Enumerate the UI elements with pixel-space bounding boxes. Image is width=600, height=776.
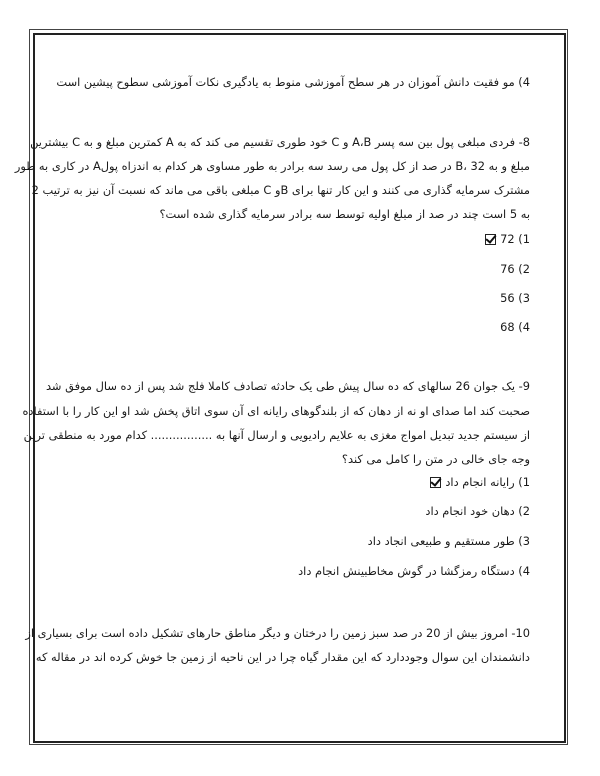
question-10-line-1: 10- امروز بیش از 20 در صد سبز زمین را درختان و دیگر مناطق حارهای تشکیل داده است برای بسیاری از	[25, 626, 530, 640]
question-8-line-3: مشترک سرمایه گذاری می کنند و این کار تنها برای Bو C مبلغی باقی می ماند که نسبت آن نیز به ترتیب 2	[31, 183, 530, 197]
item-4-text: 4) مو فقیت دانش آموزان در هر سطح آموزشی منوط به یادگیری نکات آموزشی سطوح پیشین است	[56, 75, 530, 89]
question-9-line-3: از سیستم جدید تبدیل امواج مغزی به علایم رادیویی و ارسال آنها به ................. کدام مورد به منطقی ترین	[23, 428, 530, 442]
question-9-option-2[interactable]	[425, 503, 530, 519]
option-label: 4) 68	[500, 320, 530, 334]
option-label: 4) دستگاه رمزگشا در گوش مخاطبینش انجام داد	[298, 564, 530, 578]
checked-checkbox-icon	[485, 234, 496, 245]
question-8-line-4: به 5 است چند در صد از مبلغ اولیه توسط سه برادر سرمایه گذاری شده است؟	[159, 207, 530, 221]
question-8-option-3[interactable]	[500, 290, 530, 306]
option-label: 2) دهان خود انجام داد	[425, 504, 530, 518]
question-8-option-1[interactable]	[481, 231, 530, 247]
question-9-option-1[interactable]	[426, 474, 530, 490]
option-label: 1) رایانه انجام داد	[445, 475, 530, 489]
option-label: 3) 56	[500, 291, 530, 305]
question-9-option-4[interactable]	[298, 563, 530, 579]
document-body	[14, 0, 530, 776]
question-9-option-3[interactable]	[368, 533, 530, 549]
option-label: 3) طور مستقیم و طبیعی انجاد داد	[367, 534, 530, 548]
question-9-line-4: وجه جای خالی در متن را کامل می کند؟	[341, 452, 530, 466]
question-8-line-1: 8- فردی مبلغی پول بین سه پسر A،B و C خود طوری تقسیم می کند که به A کمترین مبلغ و به C بیشترین	[30, 135, 530, 149]
question-8-line-2: مبلغ و به B، 32 در صد از کل پول می رسد سه برادر به طور مساوی هر کدام به اندزاه پولA در کاری به طور	[14, 159, 530, 173]
option-label: 2) 76	[500, 262, 530, 276]
question-10-line-2: دانشمندان این سوال وجوددارد که این مقدار گیاه چرا در این ناحیه از زمین جا خوش کرده اند در مقاله که	[35, 650, 530, 664]
question-8-option-4[interactable]	[500, 319, 530, 335]
checked-checkbox-icon	[430, 477, 441, 488]
option-label: 1) 72	[500, 232, 530, 246]
question-9-line-1: 9- یک جوان 26 سالهای که ده سال پیش طی یک حادثه تصادف کاملا فلج شد پس از ده سال موفق شد	[45, 379, 530, 393]
question-9-line-2: صحبت کند اما صدای او نه از دهان که از بلندگوهای رایانه ای آن سوی اتاق پخش شد او این کار را با استفاده	[22, 404, 530, 418]
question-8-option-2[interactable]	[500, 261, 530, 277]
